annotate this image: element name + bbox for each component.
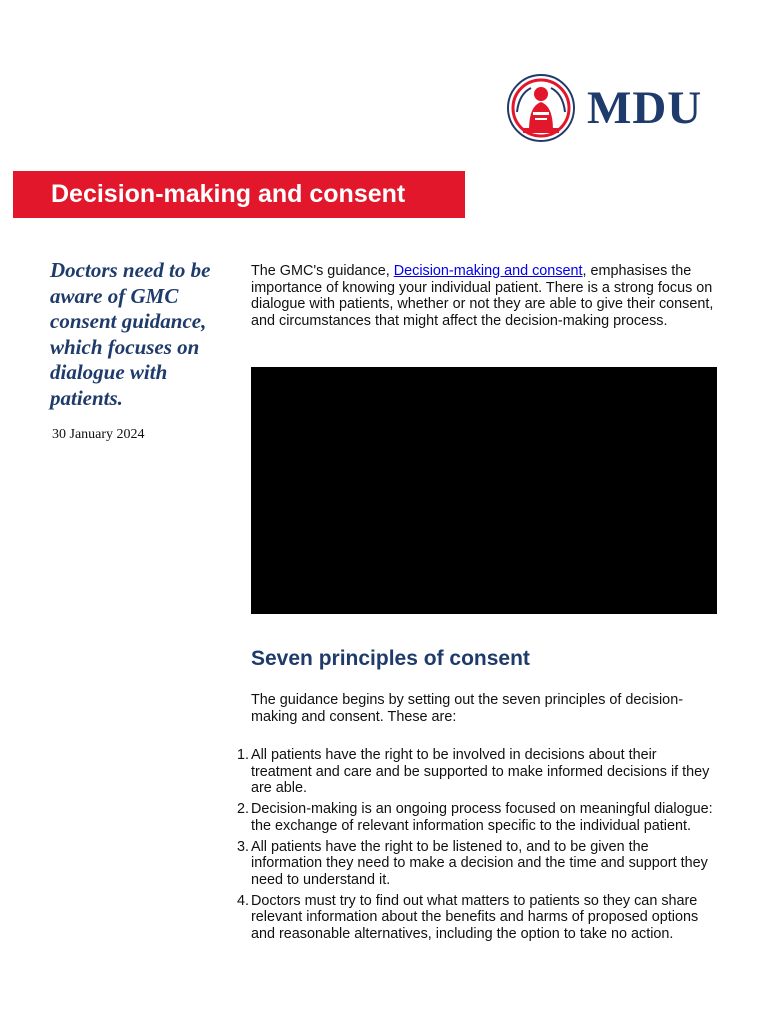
list-item <box>236 801 721 834</box>
publish-date: 30 January 2024 <box>52 427 145 442</box>
mdu-emblem-icon <box>505 72 577 144</box>
list-item <box>236 892 721 943</box>
list-item <box>236 747 721 797</box>
list-number: 3. <box>236 838 249 855</box>
list-text: Doctors must try to find out what matters to patients so they can share relevant information about the benefits and harms of proposed options and reasonable alternatives, including the option to take no action. <box>251 892 699 942</box>
list-text: All patients have the right to be listened to, and to be given the information they need to make a decision and the time and support they need to understand it. <box>251 838 708 888</box>
list-text: All patients have the right to be involved in decisions about their treatment and care and be supported to make informed decisions if they are able. <box>251 747 710 796</box>
logo-wordmark: MDU <box>587 81 703 134</box>
standfirst: Doctors need to be aware of GMC consent guidance, which focuses on dialogue with patients. <box>50 258 211 410</box>
principles-list <box>236 747 721 947</box>
list-number: 1. <box>236 747 249 763</box>
video-player[interactable] <box>251 367 717 614</box>
list-number: 2. <box>236 801 249 817</box>
page-title: Decision-making and consent <box>51 180 406 208</box>
section-heading: Seven principles of consent <box>251 647 530 670</box>
page-title-banner <box>13 171 465 218</box>
list-number: 4. <box>236 892 249 909</box>
list-item <box>236 838 721 889</box>
guidance-link[interactable]: Decision-making and consent <box>393 263 583 279</box>
section-intro: The guidance begins by setting out the seven principles of decision-making and consent. These are: <box>251 692 683 725</box>
list-text: Decision-making is an ongoing process focused on meaningful dialogue: the exchange of relevant information specific to the individual patient. <box>251 801 713 834</box>
lead-paragraph: The GMC's guidance, Decision-making and consent, emphasises the importance of knowing your individual patient. There is a strong focus on dialogue with patients, whether or not they are able to give their consent, and circumstances that might affect the decision-making process. <box>251 263 714 329</box>
mdu-logo[interactable] <box>505 72 720 144</box>
